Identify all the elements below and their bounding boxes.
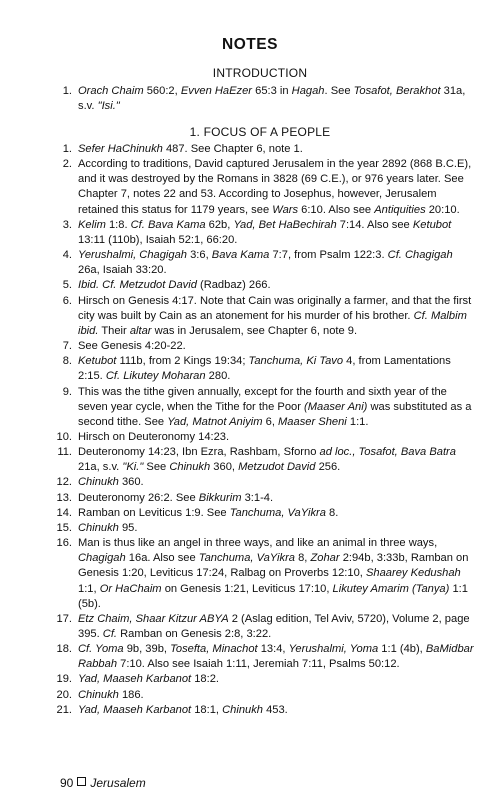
note-text: Yerushalmi, Chagigah 3:6, Bava Kama 7:7, from Psalm 122:3. Cf. Chagigah 26a, Isaiah 33:20.	[78, 249, 453, 277]
note-text: Yad, Maaseh Karbanot 18:2.	[78, 673, 220, 686]
note-text: Sefer HaChinukh 487. See Chapter 6, note 1.	[78, 143, 303, 155]
note-text: Kelim 1:8. Cf. Bava Kama 62b, Yad, Bet HaBechirah 7:14. Also see Ketubot 13:11 (110b), Isaiah 52:1, 66:20.	[78, 218, 452, 246]
note-number: 12.	[56, 476, 72, 489]
note-number: 1.	[62, 143, 72, 155]
note-item	[56, 612, 474, 642]
note-text: Hirsch on Deuteronomy 14:23.	[78, 430, 230, 443]
page-title: NOTES	[222, 36, 278, 53]
note-text: Orach Chaim 560:2, Evven HaEzer 65:3 in Hagah. See Tosafot, Berakhot 31a, s.v. "Isi."	[78, 85, 466, 113]
note-item	[57, 445, 474, 475]
note-number: 3.	[62, 218, 72, 231]
note-number: 4.	[62, 249, 72, 262]
note-item	[62, 294, 474, 339]
note-item	[56, 430, 474, 445]
note-text: See Genesis 4:20-22.	[78, 340, 186, 353]
note-item	[56, 506, 474, 521]
note-number: 9.	[62, 385, 72, 398]
note-number: 14.	[56, 506, 72, 519]
notes-list-introduction	[62, 84, 474, 114]
note-item	[56, 642, 474, 672]
note-item	[62, 278, 474, 293]
notes-list-focus-of-a-people	[56, 142, 474, 718]
note-text: Etz Chaim, Shaar Kitzur ABYA 2 (Aslag edition, Tel Aviv, 5720), Volume 2, page 395. Cf. Ramban on Genesis 2:8, 3:22.	[78, 612, 470, 640]
note-text: This was the tithe given annually, except for the fourth and sixth year of the seven year cycle, when the Tithe for the Poor (Maaser Ani) was substituted as a second tithe. See Yad, Matnot Aniyim 6, Maaser Sheni 1:1.	[78, 385, 472, 428]
note-number: 13.	[56, 491, 72, 504]
note-item	[62, 157, 474, 218]
note-number: 21.	[56, 703, 72, 716]
note-text: Ibid. Cf. Metzudot David (Radbaz) 266.	[78, 279, 271, 292]
note-text: Ramban on Leviticus 1:9. See Tanchuma, VaYikra 8.	[78, 506, 339, 519]
note-text: Deuteronomy 26:2. See Bikkurim 3:1-4.	[78, 491, 274, 504]
note-text: Chinukh 95.	[78, 521, 138, 534]
note-item	[62, 218, 474, 248]
note-item	[56, 491, 474, 506]
note-number: 1.	[62, 85, 72, 97]
note-number: 7.	[62, 340, 72, 353]
note-number: 2.	[62, 158, 72, 171]
page-footer	[60, 776, 146, 790]
note-number: 5.	[62, 279, 72, 292]
note-number: 19.	[56, 673, 72, 686]
note-item	[62, 248, 474, 278]
note-text: Yad, Maaseh Karbanot 18:1, Chinukh 453.	[78, 703, 288, 716]
note-number: 18.	[56, 643, 72, 656]
note-text: Chinukh 360.	[78, 476, 144, 489]
note-item	[62, 385, 474, 430]
square-bullet-icon	[77, 777, 86, 786]
section-title-focus-of-a-people: 1. FOCUS OF A PEOPLE	[189, 125, 331, 139]
note-number: 6.	[62, 294, 72, 307]
note-text: According to traditions, David captured Jerusalem in the year 2892 (868 B.C.E), and it was destroyed by the Romans in 3828 (69 C.E.), or 976 years later. See Chapter 7, notes 22 and 53. According to Josephus, however, Jerusalem retained this status for 1179 years, see Wars 6:10. Also see Antiquities 20:10.	[78, 158, 472, 216]
note-text: Ketubot 111b, from 2 Kings 19:34; Tanchuma, Ki Tavo 4, from Lamentations 2:15. Cf. Likutey Moharan 280.	[78, 355, 451, 383]
note-number: 17.	[56, 612, 72, 625]
note-number: 16.	[56, 537, 72, 550]
note-number: 20.	[56, 688, 72, 701]
note-item	[62, 84, 474, 114]
note-item	[62, 354, 474, 384]
note-number: 8.	[62, 355, 72, 368]
note-item	[56, 475, 474, 490]
note-text: Man is thus like an angel in three ways, and like an animal in three ways, Chagigah 16a. Also see Tanchuma, VaYikra 8, Zohar 2:94b, 3:33b, Ramban on Genesis 1:20, Leviticus 17:24, Ralbag on Proverbs 12:10, Shaarey Kedushah 1:1, Or HaChaim on Genesis 1:21, Leviticus 17:10, Likutey Amarim (Tanya) 1:1 (5b).	[78, 537, 469, 610]
note-text: Cf. Yoma 9b, 39b, Tosefta, Minachot 13:4, Yerushalmi, Yoma 1:1 (4b), BaMidbar Rabbah 7:10. Also see Isaiah 1:11, Jeremiah 7:11, Psalms 50:12.	[78, 643, 474, 671]
note-number: 10.	[56, 430, 72, 443]
note-text: Hirsch on Genesis 4:17. Note that Cain was originally a farmer, and that the first city was built by Cain as an atonement for his murder of his brother. Cf. Malbim ibid. Their altar was in Jerusalem, see Chapter 6, note 9.	[78, 294, 472, 337]
section-title-introduction: INTRODUCTION	[212, 66, 308, 80]
note-item	[62, 142, 474, 157]
note-item	[62, 339, 474, 354]
note-item	[56, 521, 474, 536]
note-text: Deuteronomy 14:23, Ibn Ezra, Rashbam, Sforno ad loc., Tosafot, Bava Batra 21a, s.v. "Ki." See Chinukh 360, Metzudot David 256.	[78, 446, 456, 474]
note-item	[56, 688, 474, 703]
note-text: Chinukh 186.	[78, 688, 144, 701]
note-number: 15.	[56, 521, 72, 534]
note-item	[56, 672, 474, 687]
note-item	[56, 703, 474, 718]
page-number: 90	[60, 776, 74, 790]
running-book-title: Jerusalem	[90, 776, 146, 790]
note-item	[56, 536, 474, 612]
note-number: 11.	[57, 446, 72, 459]
